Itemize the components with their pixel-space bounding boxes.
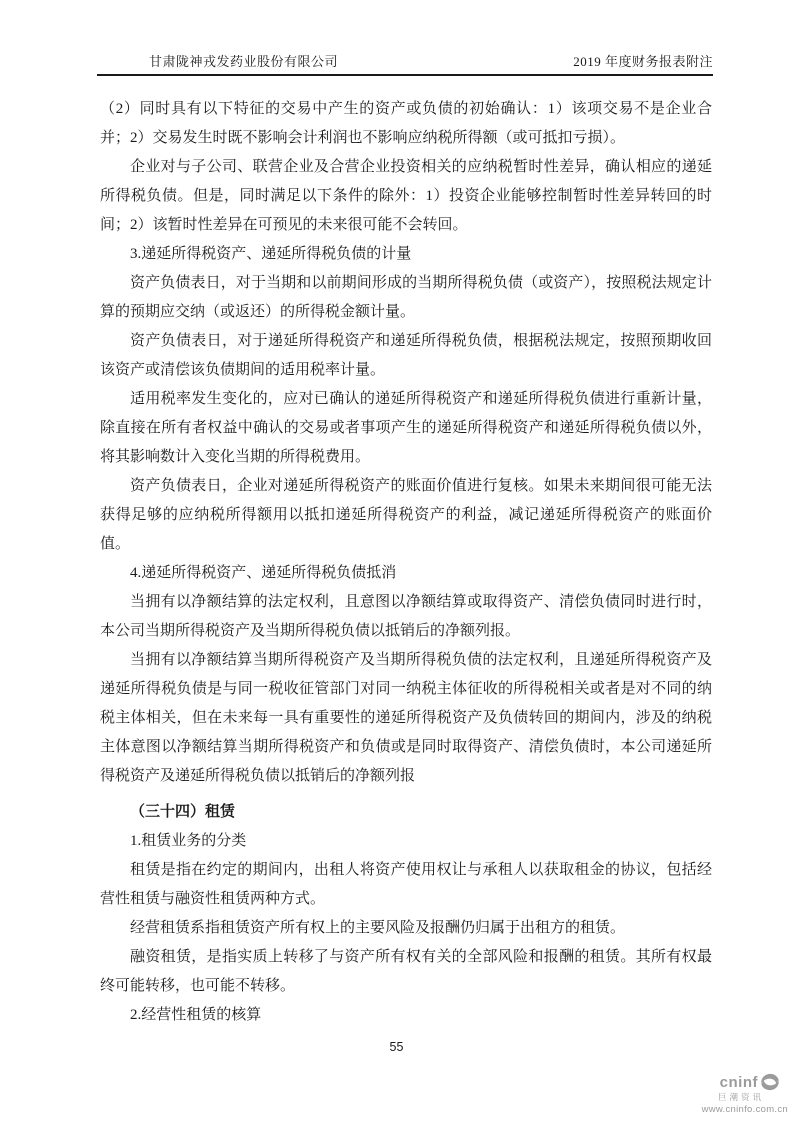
body-paragraph: （2）同时具有以下特征的交易中产生的资产或负债的初始确认：1）该项交易不是企业合并；2）交易发生时既不影响会计利润也不影响应纳税所得额（或可抵扣亏损）。	[100, 101, 712, 146]
body-paragraph: 租赁是指在约定的期间内，出租人将资产使用权让与承租人以获取租金的协议，包括经营性租赁与融资性租赁两种方式。	[100, 862, 712, 907]
body-paragraph: 适用税率发生变化的，应对已确认的递延所得税资产和递延所得税负债进行重新计量，除直接在所有者权益中确认的交易或者事项产生的递延所得税资产和递延所得税负债以外，将其影响数计入变化当期的所得税费用。	[100, 391, 712, 465]
body-paragraph: 融资租赁，是指实质上转移了与资产所有权有关的全部风险和报酬的租赁。其所有权最终可能转移，也可能不转移。	[100, 949, 712, 994]
header-doc-title: 2019 年度财务报表附注	[573, 54, 713, 69]
body-paragraph: 企业对与子公司、联营企业及合营企业投资相关的应纳税暂时性差异，确认相应的递延所得税负债。但是，同时满足以下条件的除外：1）投资企业能够控制暂时性差异转回的时间；2）该暂时性差异在可预见的未来很可能不会转回。	[100, 159, 712, 233]
cninfo-logo	[688, 1072, 788, 1114]
body-paragraph: 资产负债表日，企业对递延所得税资产的账面价值进行复核。如果未来期间很可能无法获得足够的应纳税所得额用以抵扣递延所得税资产的利益，减记递延所得税资产的账面价值。	[100, 478, 712, 552]
cninfo-url: www.cninfo.com.cn	[701, 1103, 788, 1115]
page-header	[97, 48, 713, 76]
cninfo-brand-text: cninf	[719, 1073, 758, 1091]
body-paragraph: 资产负债表日，对于当期和以前期间形成的当期所得税负债（或资产），按照税法规定计算的预期应交纳（或返还）的所得税金额计量。	[100, 275, 712, 320]
document-body	[100, 95, 712, 1030]
header-company-name: 甘肃陇神戎发药业股份有限公司	[149, 54, 339, 69]
body-paragraph: 资产负债表日，对于递延所得税资产和递延所得税负债，根据税法规定，按照预期收回该资产或清偿该负债期间的适用税率计量。	[100, 333, 712, 378]
cninfo-brand-row	[688, 1072, 788, 1092]
paragraph-list	[100, 95, 712, 1030]
page-number: 55	[389, 1040, 404, 1054]
body-paragraph: 当拥有以净额结算当期所得税资产及当期所得税负债的法定权利，且递延所得税资产及递延所得税负债是与同一税收征管部门对同一纳税主体征收的所得税相关或者是对不同的纳税主体相关，但在未来每一具有重要性的递延所得税资产及负债转回的期间内，涉及的纳税主体意图以净额结算当期所得税资产和负债或是同时取得资产、清偿负债时，本公司递延所得税资产及递延所得税负债以抵销后的净额列报	[100, 652, 712, 784]
body-paragraph: 4.递延所得税资产、递延所得税负债抵消	[130, 565, 397, 581]
body-paragraph: 3.递延所得税资产、递延所得税负债的计量	[130, 246, 412, 262]
cninfo-swirl-icon	[760, 1072, 780, 1092]
body-paragraph: 1.租赁业务的分类	[130, 833, 247, 849]
body-paragraph: 2.经营性租赁的核算	[130, 1007, 262, 1023]
body-paragraph: 当拥有以净额结算的法定权利，且意图以净额结算或取得资产、清偿负债同时进行时，本公司当期所得税资产及当期所得税负债以抵销后的净额列报。	[100, 594, 712, 639]
body-paragraph: 经营租赁系指租赁资产所有权上的主要风险及报酬仍归属于出租方的租赁。	[130, 920, 626, 936]
cninfo-cn-name: 巨潮资讯	[717, 1092, 764, 1102]
section-heading: （三十四）租赁	[130, 804, 236, 820]
